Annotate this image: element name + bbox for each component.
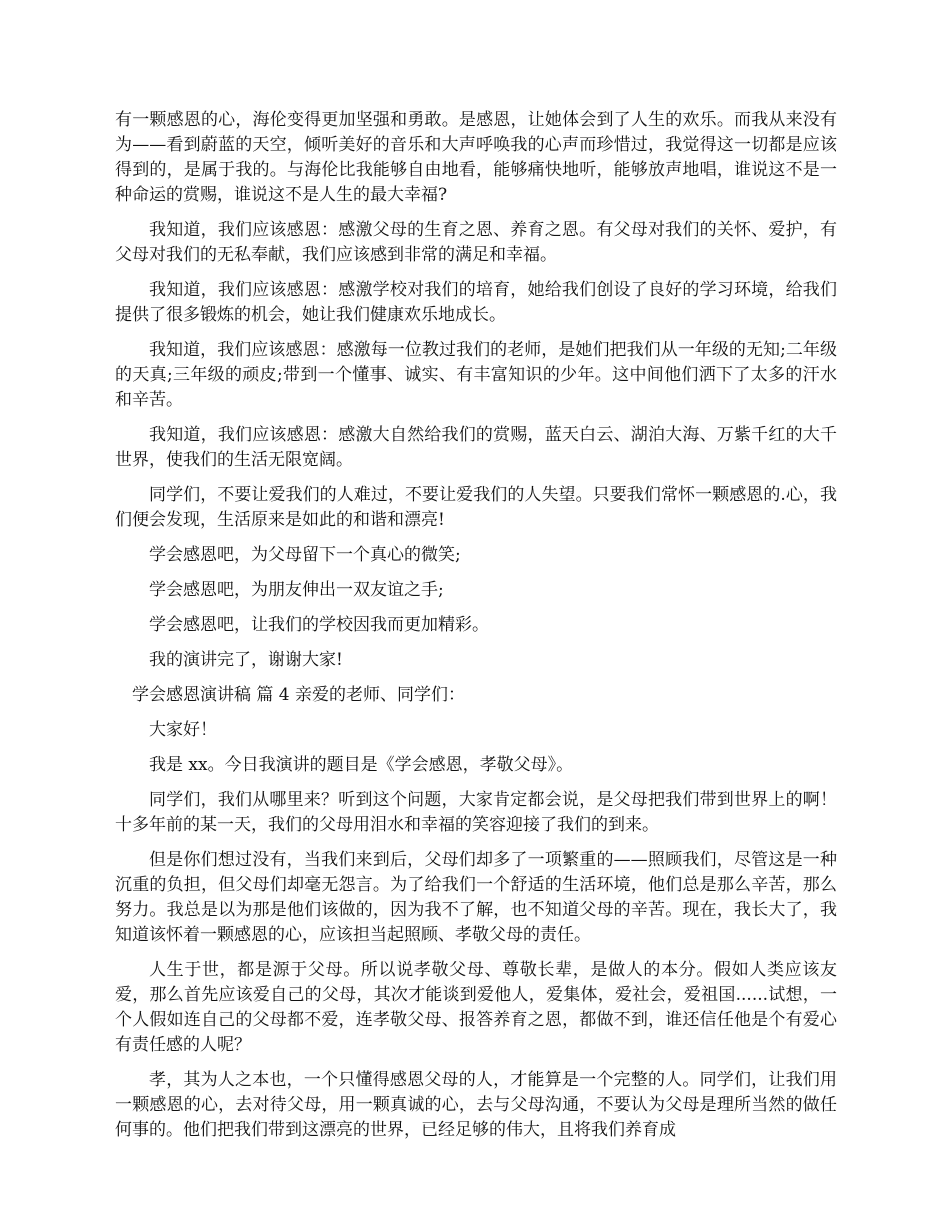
paragraph: 孝，其为人之本也，一个只懂得感恩父母的人，才能算是一个完整的人。同学们，让我们用一颗感恩的心，去对待父母，用一颗真诚的心，去与父母沟通，不要认为父母是理所当然的做任何事的。他们把我们带到这漂亮的世界，已经足够的伟大，且将我们养育成 bbox=[115, 1070, 837, 1140]
paragraph: 学会感恩吧，让我们的学校因我而更加精彩。 bbox=[149, 615, 489, 635]
paragraph: 有一颗感恩的心，海伦变得更加坚强和勇敢。是感恩，让她体会到了人生的欢乐。而我从来没有为——看到蔚蓝的天空，倾听美好的音乐和大声呼唤我的心声而珍惜过，我觉得这一切都是应该得到的，是属于我的。与海伦比我能够自由地看，能够痛快地听，能够放声地唱，谁说这不是一种命运的赏赐，谁说这不是人生的最大幸福? bbox=[115, 110, 837, 205]
paragraph: 学会感恩吧，为父母留下一个真心的微笑; bbox=[149, 545, 461, 565]
paragraph: 学会感恩吧，为朋友伸出一双友谊之手; bbox=[149, 580, 444, 600]
paragraph: 我知道，我们应该感恩：感激父母的生育之恩、养育之恩。有父母对我们的关怀、爱护，有父母对我们的无私奉献，我们应该感到非常的满足和幸福。 bbox=[115, 220, 837, 265]
paragraph: 但是你们想过没有，当我们来到后，父母们却多了一项繁重的——照顾我们，尽管这是一种沉重的负担，但父母们却毫无怨言。为了给我们一个舒适的生活环境，他们总是那么辛苦，那么努力。我总是以为那是他们该做的，因为我不了解，也不知道父母的辛苦。现在，我长大了，我知道该怀着一颗感恩的心，应该担当起照顾、孝敬父母的责任。 bbox=[115, 850, 837, 945]
paragraph: 人生于世，都是源于父母。所以说孝敬父母、尊敬长辈，是做人的本分。假如人类应该友爱，那么首先应该爱自己的父母，其次才能谈到爱他人，爱集体，爱社会，爱祖国......试想，一个人假如连自己的父母都不爱，连孝敬父母、报答养育之恩，都做不到，谁还信任他是个有爱心有责任感的人呢？ bbox=[115, 960, 837, 1055]
paragraph: 我知道，我们应该感恩：感激每一位教过我们的老师，是她们把我们从一年级的无知;二年级的天真;三年级的顽皮;带到一个懂事、诚实、有丰富知识的少年。这中间他们洒下了太多的汗水和辛苦。 bbox=[115, 340, 837, 410]
paragraph: 我知道，我们应该感恩：感激学校对我们的培育，她给我们创设了良好的学习环境，给我们提供了很多锻炼的机会，她让我们健康欢乐地成长。 bbox=[115, 280, 837, 325]
paragraph: 大家好！ bbox=[149, 720, 217, 740]
paragraph: 我的演讲完了，谢谢大家! bbox=[149, 650, 343, 670]
paragraph: 同学们，不要让爱我们的人难过，不要让爱我们的人失望。只要我们常怀一颗感恩的.心，我们便会发现，生活原来是如此的和谐和漂亮! bbox=[115, 485, 837, 530]
section-heading: 学会感恩演讲稿 篇 4 亲爱的老师、同学们： bbox=[132, 685, 466, 705]
paragraph: 我是 xx。今日我演讲的题目是《学会感恩，孝敬父母》。 bbox=[149, 755, 574, 775]
paragraph: 同学们，我们从哪里来？听到这个问题，大家肯定都会说，是父母把我们带到世界上的啊！十多年前的某一天，我们的父母用泪水和幸福的笑容迎接了我们的到来。 bbox=[115, 790, 837, 835]
paragraph: 我知道，我们应该感恩：感激大自然给我们的赏赐，蓝天白云、湖泊大海、万紫千红的大千世界，使我们的生活无限宽阔。 bbox=[115, 425, 837, 470]
document-body bbox=[115, 108, 837, 1153]
